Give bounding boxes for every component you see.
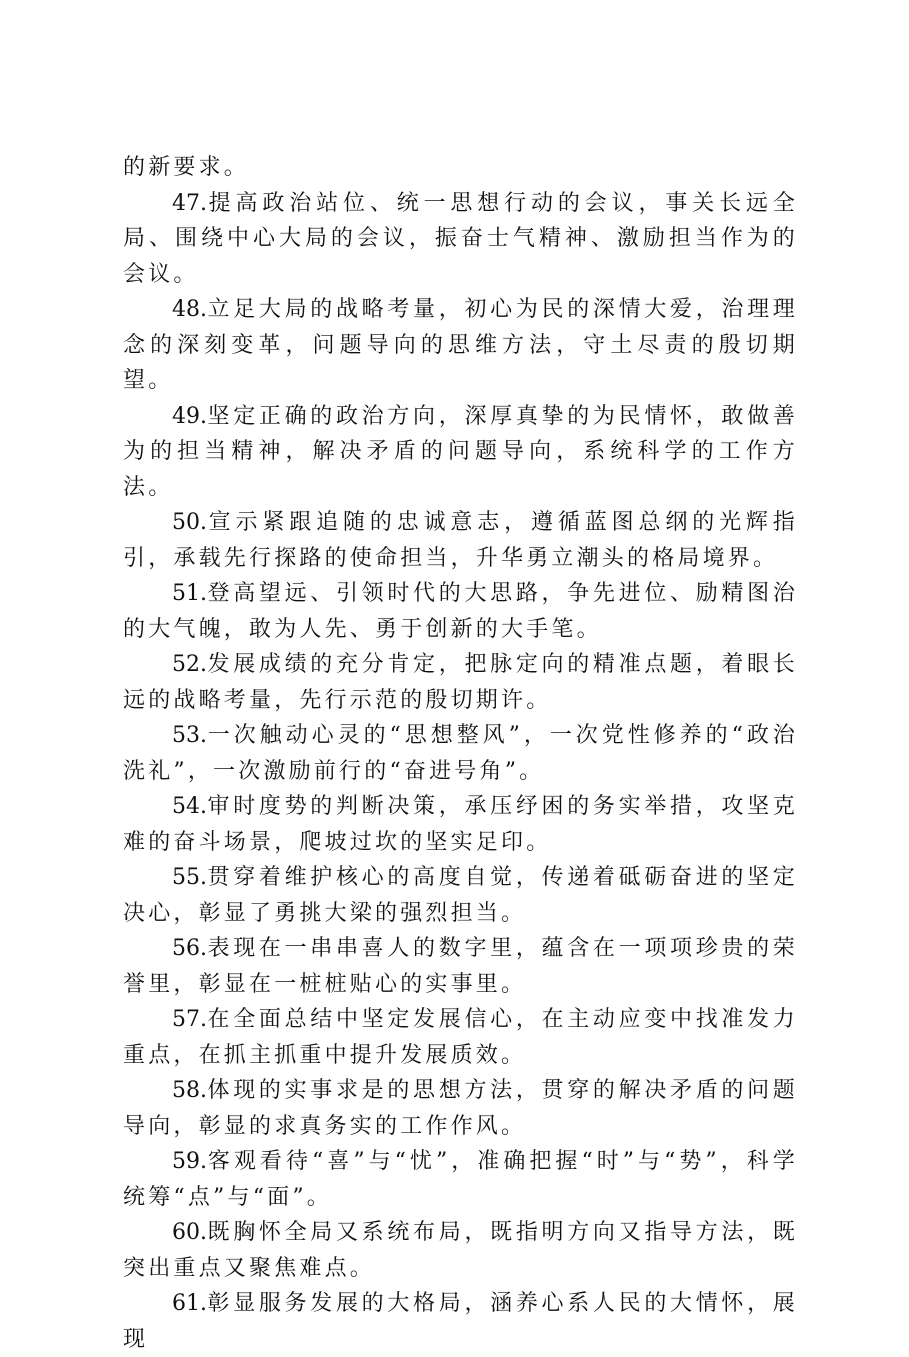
paragraph-58: 58.体现的实事求是的思想方法，贯穿的解决矛盾的问题导向，彰显的求真务实的工作作风。 [123, 1078, 798, 1139]
paragraph-56: 56.表现在一串串喜人的数字里，蕴含在一项项珍贵的荣誉里，彰显在一桩桩贴心的实事里。 [123, 936, 798, 997]
paragraph-55: 55.贯穿着维护核心的高度自觉，传递着砥砺奋进的坚定决心，彰显了勇挑大梁的强烈担当。 [123, 865, 798, 926]
paragraph-52: 52.发展成绩的充分肯定，把脉定向的精准点题，着眼长远的战略考量，先行示范的殷切期许。 [123, 652, 798, 713]
paragraph-53: 53.一次触动心灵的“思想整风”，一次党性修养的“政治洗礼”，一次激励前行的“奋进号角”。 [123, 723, 798, 784]
paragraph-49: 49.坚定正确的政治方向，深厚真挚的为民情怀，敢做善为的担当精神，解决矛盾的问题导向，系统科学的工作方法。 [123, 403, 798, 500]
paragraph-47: 47.提高政治站位、统一思想行动的会议，事关长远全局、围绕中心大局的会议，振奋士气精神、激励担当作为的会议。 [123, 190, 798, 287]
paragraph-59: 59.客观看待“喜”与“忧”，准确把握“时”与“势”，科学统筹“点”与“面”。 [123, 1149, 798, 1210]
paragraph-57: 57.在全面总结中坚定发展信心，在主动应变中找准发力重点，在抓主抓重中提升发展质效。 [123, 1007, 798, 1068]
paragraph-0: 的新要求。 [123, 155, 250, 180]
paragraph-51: 51.登高望远、引领时代的大思路，争先进位、励精图治的大气魄，敢为人先、勇于创新的大手笔。 [123, 581, 798, 642]
paragraph-48: 48.立足大局的战略考量，初心为民的深情大爱，治理理念的深刻变革，问题导向的思维方法，守土尽责的殷切期望。 [123, 297, 798, 393]
paragraph-54: 54.审时度势的判断决策，承压纾困的务实举措，攻坚克难的奋斗场景，爬坡过坎的坚实足印。 [123, 794, 798, 855]
document-body [123, 150, 798, 1357]
paragraph-61: 61.彰显服务发展的大格局，涵养心系人民的大情怀，展现 [123, 1291, 798, 1352]
paragraph-60: 60.既胸怀全局又系统布局，既指明方向又指导方法，既突出重点又聚焦难点。 [123, 1220, 798, 1281]
paragraph-50: 50.宣示紧跟追随的忠诚意志，遵循蓝图总纲的光辉指引，承载先行探路的使命担当，升华勇立潮头的格局境界。 [123, 510, 798, 571]
